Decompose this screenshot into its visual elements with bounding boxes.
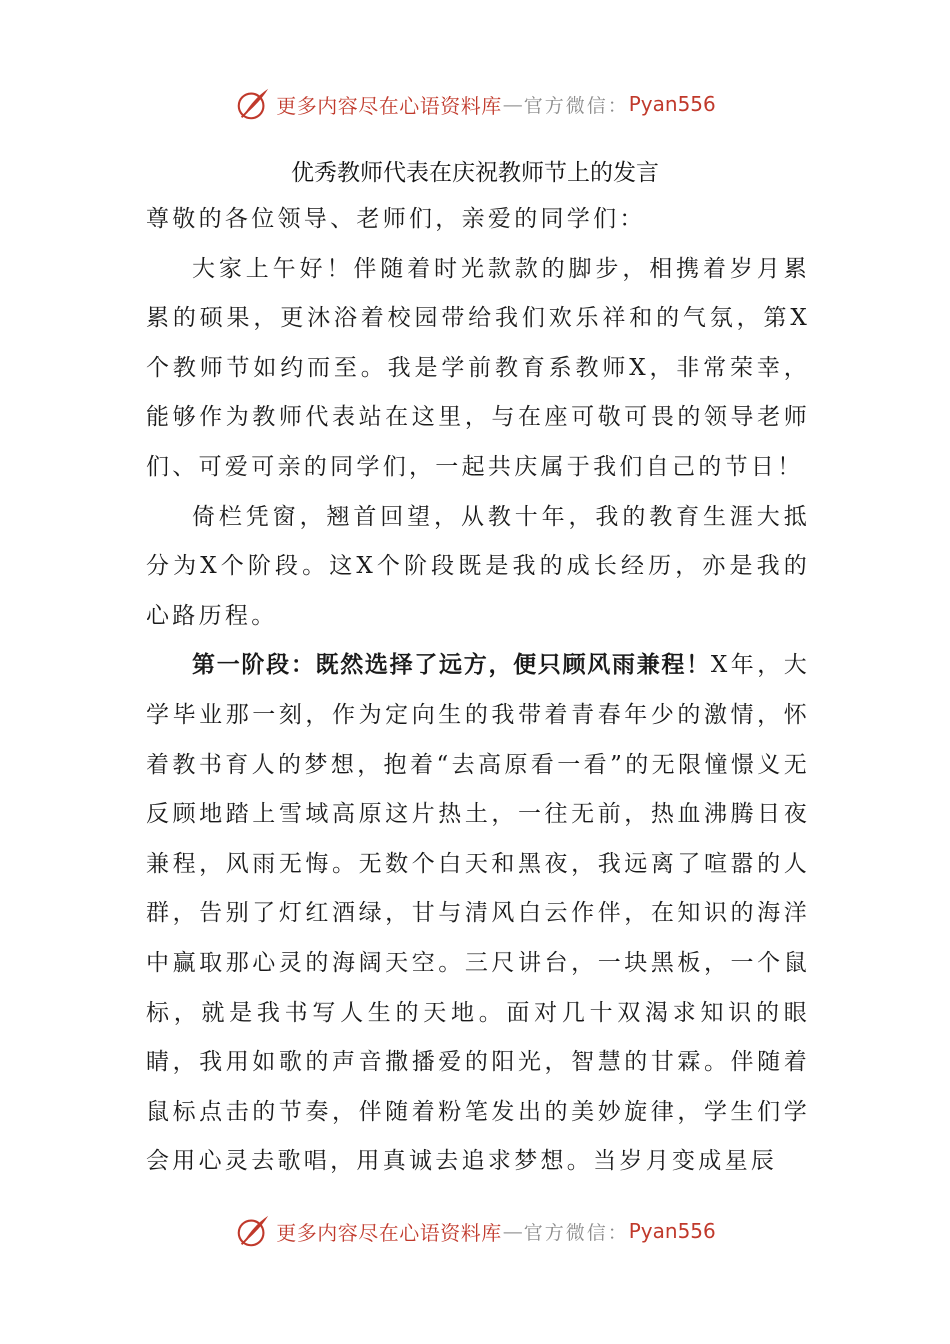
official-label: 官方微信： (523, 94, 629, 117)
document-title: 优秀教师代表在庆祝教师节上的发言 (291, 160, 659, 186)
stage-one-paragraph (146, 641, 810, 1187)
salutation: 尊敬的各位领导、老师们，亲爱的同学们： (146, 206, 646, 232)
wechat-id: Pyan556 (628, 1219, 716, 1243)
brand-text: 更多内容尽在心语资料库 (276, 93, 502, 118)
document-body (146, 195, 810, 1187)
brand-text: 更多内容尽在心语资料库 (276, 1220, 502, 1245)
separator: — (502, 92, 523, 116)
stage-one-text: X年，大学毕业那一刻，作为定向生的我带着青春年少的激情，怀着教书育人的梦想，抱着“去高原看一看”的无限憧憬义无反顾地踏上雪域高原这片热土，一往无前，热血沸腾日夜兼程，风雨无悔。无数个白天和黑夜，我远离了喧嚣的人群，告别了灯红酒绿，甘与清风白云作伴，在知识的海洋中赢取那心灵的海阔天空。三尺讲台，一块黑板，一个鼠标，就是我书写人生的天地。面对几十双渴求知识的眼睛，我用如歌的声音撒播爱的阳光，智慧的甘霖。伴随着鼠标点击的节奏，伴随着粉笔发出的美妙旋律，学生们学会用心灵去歌唱，用真诚去追求梦想。当岁月变成星辰 (146, 652, 811, 1175)
quill-logo-icon (234, 85, 272, 123)
header-watermark (0, 84, 950, 124)
wechat-id: Pyan556 (628, 92, 716, 116)
paragraph: 倚栏凭窗，翘首回望，从教十年，我的教育生涯大抵分为X个阶段。这X个阶段既是我的成长经历，亦是我的心路历程。 (146, 503, 810, 629)
footer-watermark (0, 1211, 950, 1251)
official-label: 官方微信： (523, 1221, 629, 1244)
separator: — (502, 1219, 523, 1243)
stage-one-heading: 第一阶段：既然选择了远方，便只顾风雨兼程！ (192, 652, 711, 679)
paragraph: 大家上午好！伴随着时光款款的脚步，相携着岁月累累的硕果，更沐浴着校园带给我们欢乐祥和的气氛，第X个教师节如约而至。我是学前教育系教师X，非常荣幸，能够作为教师代表站在这里，与在座可敬可畏的领导老师们、可爱可亲的同学们，一起共庆属于我们自己的节日！ (146, 255, 810, 480)
quill-logo-icon (234, 1212, 272, 1250)
